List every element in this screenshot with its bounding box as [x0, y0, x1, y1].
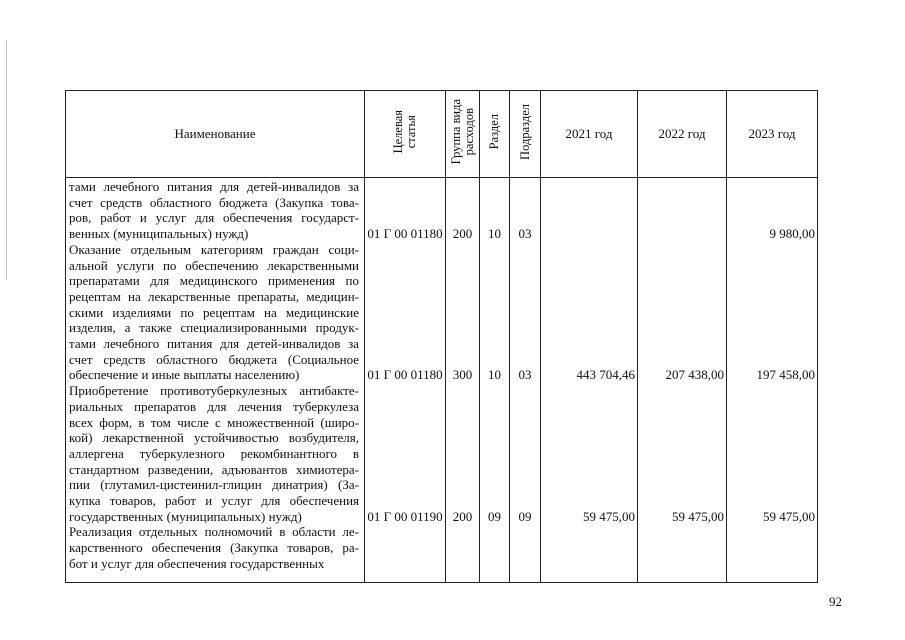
expense-group: 300 [452, 367, 473, 383]
row-name-line: карственного обеспечения (Закупка товаров, ра- [69, 540, 359, 556]
subsection-code: 09 [518, 508, 532, 524]
amount-2023: 59 475,00 [763, 508, 815, 524]
year-2023-column [727, 178, 818, 583]
row-name-line: государственных (муниципальных) нужд) [69, 508, 302, 524]
row-name-line: пии (глутамил-цистеинил-глицин динатрия) (За- [69, 477, 359, 493]
target-column [365, 178, 446, 583]
row-name-line: счет средств областного бюджета (Закупка това- [69, 194, 359, 210]
row-name-line: Реализация отдельных полномочий в области ле- [69, 524, 359, 540]
year-2021-column [541, 178, 638, 583]
page-number: 92 [829, 594, 842, 609]
row-name-line: кой) лекарственной устойчивостью возбудителя, [69, 430, 359, 446]
amount-2021: 443 704,46 [576, 367, 635, 383]
group-column [446, 178, 480, 583]
section-code: 09 [488, 508, 501, 524]
row-name-line: препаратами для медицинского применения по [69, 273, 359, 289]
amount-2023: 9 980,00 [769, 226, 815, 242]
year-2022-column [638, 178, 727, 583]
col-header-target-text: Целевая статья [391, 110, 418, 154]
name-column [66, 178, 365, 583]
binding-margin-line [6, 40, 7, 280]
table-body-row [66, 178, 818, 583]
subsection-column [510, 178, 541, 583]
section-column [480, 178, 510, 583]
amount-2022: 59 475,00 [672, 508, 724, 524]
amount-2021: 59 475,00 [583, 508, 635, 524]
row-name-line: Приобретение противотуберкулезных антибакте- [69, 383, 359, 399]
subsection-code: 03 [518, 226, 532, 242]
row-name-line: всех форм, в том числе с множественной (широ- [69, 414, 359, 430]
col-header-section-text: Раздел [487, 114, 501, 150]
row-name-line: скими изделиями по рецептам на медицинские [69, 304, 359, 320]
expense-group: 200 [452, 226, 473, 242]
col-header-subsection [510, 91, 541, 178]
row-name-line: счет средств областного бюджета (Социальное [69, 351, 359, 367]
amount-2022: 207 438,00 [665, 367, 724, 383]
col-header-section [480, 91, 510, 178]
row-name-line: Оказание отдельным категориям граждан соци- [69, 241, 359, 257]
row-name-line: изделия, а также специализированными продук- [69, 320, 359, 336]
row-name-line: обеспечение и иные выплаты населению) [69, 367, 300, 383]
col-header-group [446, 91, 480, 178]
target-code: 01 Г 00 01180 [367, 367, 443, 383]
expense-group: 200 [452, 508, 473, 524]
row-name-line: тами лечебного питания для детей-инвалидов за [69, 336, 359, 351]
col-header-name: Наименование [66, 91, 365, 178]
amount-2023: 197 458,00 [756, 367, 815, 383]
target-code: 01 Г 00 01190 [367, 508, 443, 524]
col-header-2022: 2022 год [638, 91, 727, 178]
col-header-subsection-text: Подраздел [517, 104, 532, 160]
row-name-line: стандартном разведении, адъювантов химиотера- [69, 461, 359, 477]
subsection-code: 03 [518, 367, 532, 383]
row-name-line: бот и услуг для обеспечения государственных [69, 555, 325, 571]
section-code: 10 [488, 226, 501, 242]
row-name-line: ров, работ и услуг для обеспечения государст- [69, 210, 359, 226]
row-name-line: венных (муниципальных) нужд) [69, 226, 249, 242]
table-header-row [66, 91, 818, 178]
row-name-line: аллергена туберкулезного рекомбинантного в [69, 445, 359, 461]
budget-table [65, 90, 818, 583]
row-name-line: альной услуги по обеспечению лекарственными [69, 257, 359, 273]
row-name-line: тами лечебного питания для детей-инвалидов за [69, 179, 359, 194]
col-header-group-text: Группа вида расходов [448, 99, 476, 165]
col-header-target [365, 91, 446, 178]
row-name-line: рецептам на лекарственные препараты, медицин- [69, 288, 359, 304]
row-name-line: риальных препаратов для лечения туберкулеза [69, 398, 359, 414]
col-header-2023: 2023 год [727, 91, 818, 178]
section-code: 10 [488, 367, 501, 383]
col-header-2021: 2021 год [541, 91, 638, 178]
row-name-line: купка товаров, работ и услуг для обеспечения [69, 493, 359, 508]
target-code: 01 Г 00 01180 [367, 226, 443, 242]
